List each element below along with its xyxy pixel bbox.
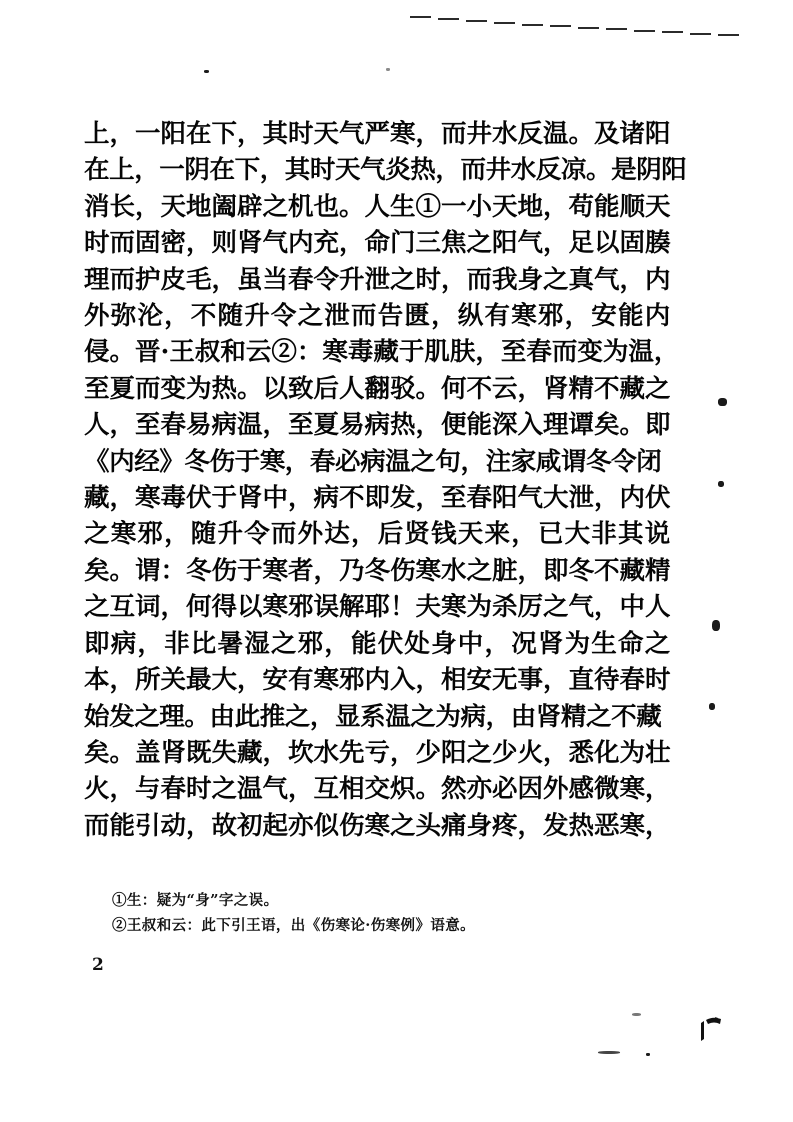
scan-artifact-speck — [709, 703, 715, 710]
body-line — [84, 262, 671, 298]
scan-artifact-speck — [646, 1053, 650, 1056]
body-line — [84, 444, 662, 480]
body-line-text: 火，与春时之温气，互相交炽。然亦必因外感微寒， — [84, 774, 671, 805]
scan-artifact-dashed-rule — [410, 14, 760, 40]
body-line-text: 至夏而变为热。以致后人翻驳。何不云，肾精不藏之 — [84, 373, 671, 404]
scan-artifact-speck — [718, 481, 724, 487]
body-line-text: 而能引动，故初起亦似伤寒之头痛身疼，发热恶寒， — [84, 810, 671, 841]
body-line-text: 消长，天地阖辟之机也。人生①一小天地，苟能顺天 — [84, 191, 671, 222]
scan-artifact-speck — [712, 620, 720, 631]
body-line-text: 本，所关最大，安有寒邪内入，相安无事，直待春时 — [84, 665, 671, 696]
body-line — [84, 735, 671, 771]
body-line — [84, 771, 671, 807]
footnote-item: ②王叔和云：此下引王语，出《伤寒论·伤寒例》语意。 — [112, 917, 476, 934]
body-line-text: 时而固密，则肾气内充，命门三焦之阳气，足以固腠 — [84, 228, 671, 259]
body-line — [84, 298, 672, 334]
scan-artifact-speck — [598, 1051, 620, 1054]
body-line — [84, 626, 672, 662]
body-line — [84, 116, 671, 152]
body-line-text: 理而护皮毛，虽当春令升泄之时，而我身之真气，内 — [84, 264, 671, 295]
body-line — [84, 589, 671, 625]
body-line-text: 侵。晋·王叔和云②：寒毒藏于肌肤，至春而变为温， — [84, 337, 680, 368]
body-text — [84, 116, 687, 844]
body-line — [84, 808, 671, 844]
body-line — [84, 553, 671, 589]
body-line — [84, 516, 672, 552]
body-line — [84, 699, 662, 735]
body-line-text: 《内经》冬伤于寒，春必病温之句，注家咸谓冬令闭 — [84, 446, 662, 477]
body-line-text: 之互词，何得以寒邪误解耶！夫寒为杀厉之气，中人 — [84, 592, 671, 623]
body-line-text: 在上，一阴在下，其时天气炎热，而井水反凉。是阴阳 — [84, 155, 687, 186]
body-line-text: 矣。谓：冬伤于寒者，乃冬伤寒水之脏，即冬不藏精 — [84, 555, 671, 586]
body-line — [84, 152, 687, 188]
body-line-text: 上，一阳在下，其时天气严寒，而井水反温。及诸阳 — [84, 119, 671, 149]
body-line — [84, 334, 680, 370]
body-line-text: 矣。盖肾既失藏，坎水先亏，少阳之少火，悉化为壮 — [84, 737, 671, 768]
page-number: 2 — [92, 955, 104, 975]
body-line — [84, 189, 671, 225]
scan-artifact-speck — [204, 70, 209, 73]
scan-artifact-speck — [632, 1013, 641, 1016]
body-line — [84, 407, 671, 443]
footnote-item: ①生：疑为“身”字之误。 — [112, 892, 279, 909]
body-line-text: 之寒邪，随升令而外达，后贤钱天来，已大非其说 — [84, 519, 672, 550]
body-line — [84, 225, 671, 261]
body-line-text: 藏，寒毒伏于肾中，病不即发，至春阳气大泄，内伏 — [84, 483, 671, 514]
body-line — [84, 371, 671, 407]
body-line-text: 始发之理。由此推之，显系温之为病，由肾精之不藏 — [84, 701, 662, 732]
body-line-text: 外弥沦，不随升令之泄而告匮，纵有寒邪，安能内 — [84, 301, 672, 332]
footnote-block — [112, 888, 582, 938]
scan-artifact-speck — [386, 68, 390, 71]
scan-artifact-speck — [718, 398, 727, 406]
body-line — [84, 662, 671, 698]
body-line-text: 人，至春易病温，至夏易病热，便能深入理谭矣。即 — [84, 410, 671, 441]
body-line — [84, 480, 671, 516]
body-line-text: 即病，非比暑湿之邪，能伏处身中，况肾为生命之 — [84, 628, 672, 659]
